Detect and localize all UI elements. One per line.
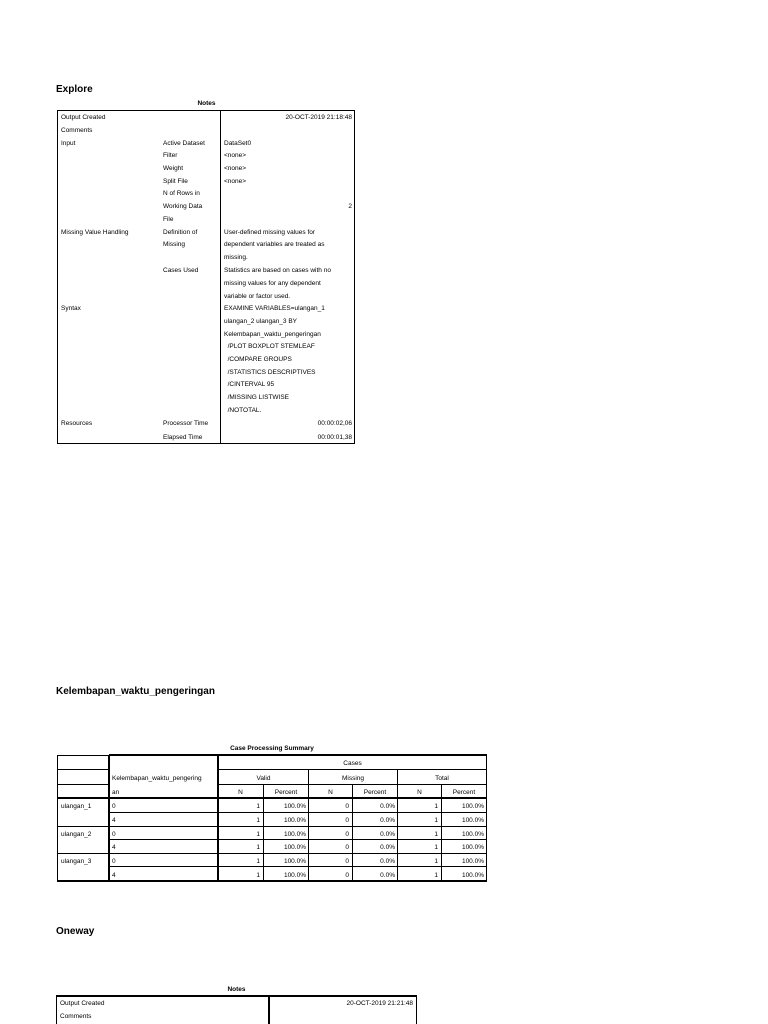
cases-header: Cases [343,760,362,767]
total-n-cell: 1 [434,844,438,851]
missing-header: Missing [341,775,365,782]
cases-used-value-line1: Statistics are based on cases with no [224,267,331,274]
total-n-cell: 1 [434,831,438,838]
definition-value-line3: missing. [224,254,248,261]
group-cell: 0 [112,831,116,838]
missing-percent-cell: 0.0% [380,872,395,879]
n-header: N [328,789,333,796]
missing-n-cell: 0 [345,817,349,824]
syntax-line: /COMPARE GROUPS [224,356,292,363]
cases-used-value-line3: variable or factor used. [224,293,291,300]
n-header: N [238,789,243,796]
valid-percent-cell: 100.0% [283,872,306,879]
syntax-line: /CINTERVAL 95 [224,381,275,388]
total-percent-cell: 100.0% [461,858,484,865]
percent-header: Percent [274,789,298,796]
valid-percent-cell: 100.0% [283,844,306,851]
total-header: Total [435,775,449,782]
filter-label: Filter [163,152,178,159]
oneway-comments-label: Comments [60,1013,92,1020]
valid-percent-cell: 100.0% [283,817,306,824]
syntax-line: EXAMINE VARIABLES=ulangan_1 [224,305,325,312]
factor-header-line1: Kelembapan_waktu_pengering [112,775,202,782]
split-file-value: <none> [224,178,247,185]
valid-n-cell: 1 [256,858,260,865]
col-line [108,755,110,882]
filter-value: <none> [224,152,247,159]
rows-label-line1: N of Rows in [163,190,200,197]
row-group-line [57,853,487,854]
oneway-table-left [56,995,57,1024]
processor-time-value: 00:00:02,06 [317,420,352,427]
oneway-heading: Oneway [56,926,95,937]
missing-n-cell: 0 [345,858,349,865]
rows-label-line3: File [163,216,174,223]
syntax-line: /NOTOTAL. [224,407,262,414]
explore-heading: Explore [56,84,93,95]
output-created-label: Output Created [61,114,106,121]
rows-value: 2 [348,203,352,210]
group-cell: 4 [112,817,116,824]
weight-label: Weight [163,165,184,172]
header-line [57,797,487,799]
variable-cell: ulangan_3 [61,858,92,865]
syntax-line: Kelembapan_waktu_pengeringan [224,331,321,338]
oneway-table-divider [268,995,270,1024]
total-percent-cell: 100.0% [461,817,484,824]
oneway-table-right [416,995,417,1024]
percent-header: Percent [363,789,387,796]
percent-header: Percent [452,789,476,796]
oneway-table-top [56,995,417,997]
group-cell: 0 [112,803,116,810]
table-bottom-line [57,880,487,882]
oneway-output-created-value: 20-OCT-2019 21:21:48 [346,1000,413,1007]
explore-table-divider [220,110,221,444]
syntax-line: /MISSING LISTWISE [224,394,290,401]
case-processing-caption: Case Processing Summary [230,745,314,752]
total-percent-cell: 100.0% [461,872,484,879]
col-line [57,755,58,882]
kelembapan-heading: Kelembapan_waktu_pengeringan [56,686,215,697]
cases-used-label: Cases Used [163,267,199,274]
row-group-line [57,826,487,827]
missing-percent-cell: 0.0% [380,817,395,824]
total-n-cell: 1 [434,803,438,810]
total-n-cell: 1 [434,872,438,879]
header-line [57,769,109,770]
header-line [218,769,487,770]
missing-n-cell: 0 [345,844,349,851]
processor-time-label: Processor Time [163,420,209,427]
missing-n-cell: 0 [345,803,349,810]
group-cell: 0 [112,858,116,865]
group-cell: 4 [112,844,116,851]
missing-value-handling-label: Missing Value Handling [61,229,129,236]
row-line [109,812,487,813]
header-line [57,784,109,785]
factor-header-line2: an [112,789,120,796]
valid-percent-cell: 100.0% [283,803,306,810]
n-header: N [417,789,422,796]
valid-n-cell: 1 [256,817,260,824]
syntax-label: Syntax [61,305,81,312]
elapsed-time-label: Elapsed Time [163,434,203,441]
rows-label-line2: Working Data [163,203,203,210]
split-file-label: Split File [163,178,188,185]
row-line [109,839,487,840]
missing-percent-cell: 0.0% [380,844,395,851]
syntax-line: /PLOT BOXPLOT STEMLEAF [224,343,315,350]
valid-percent-cell: 100.0% [283,831,306,838]
oneway-notes-caption: Notes [227,986,246,993]
total-n-cell: 1 [434,858,438,865]
header-line [109,754,487,756]
resources-label: Resources [61,420,93,427]
valid-header: Valid [256,775,271,782]
valid-n-cell: 1 [256,872,260,879]
definition-value-line2: dependent variables are treated as [224,241,325,248]
active-dataset-value: DataSet0 [224,140,252,147]
output-created-value: 20-OCT-2019 21:18:48 [285,114,352,121]
variable-cell: ulangan_2 [61,831,92,838]
missing-percent-cell: 0.0% [380,831,395,838]
variable-cell: ulangan_1 [61,803,92,810]
total-n-cell: 1 [434,817,438,824]
missing-n-cell: 0 [345,831,349,838]
comments-label: Comments [61,127,93,134]
missing-percent-cell: 0.0% [380,803,395,810]
syntax-line: /STATISTICS DESCRIPTIVES [224,369,316,376]
explore-table-border [57,110,355,444]
syntax-line: ulangan_2 ulangan_3 BY [224,318,298,325]
header-line [57,755,109,756]
valid-n-cell: 1 [256,844,260,851]
total-percent-cell: 100.0% [461,844,484,851]
active-dataset-label: Active Dataset [163,140,205,147]
total-percent-cell: 100.0% [461,803,484,810]
definition-value-line1: User-defined missing values for [224,229,316,236]
row-line [109,866,487,867]
oneway-output-created-label: Output Created [60,1000,105,1007]
valid-n-cell: 1 [256,831,260,838]
missing-percent-cell: 0.0% [380,858,395,865]
total-percent-cell: 100.0% [461,831,484,838]
definition-label-line2: Missing [163,241,186,248]
weight-value: <none> [224,165,247,172]
valid-percent-cell: 100.0% [283,858,306,865]
group-cell: 4 [112,872,116,879]
col-line [486,755,487,882]
explore-notes-caption: Notes [197,100,216,107]
definition-label-line1: Definition of [163,229,198,236]
valid-n-cell: 1 [256,803,260,810]
input-label: Input [61,140,76,147]
missing-n-cell: 0 [345,872,349,879]
cases-used-value-line2: missing values for any dependent [224,280,321,287]
elapsed-time-value: 00:00:01,38 [317,434,352,441]
